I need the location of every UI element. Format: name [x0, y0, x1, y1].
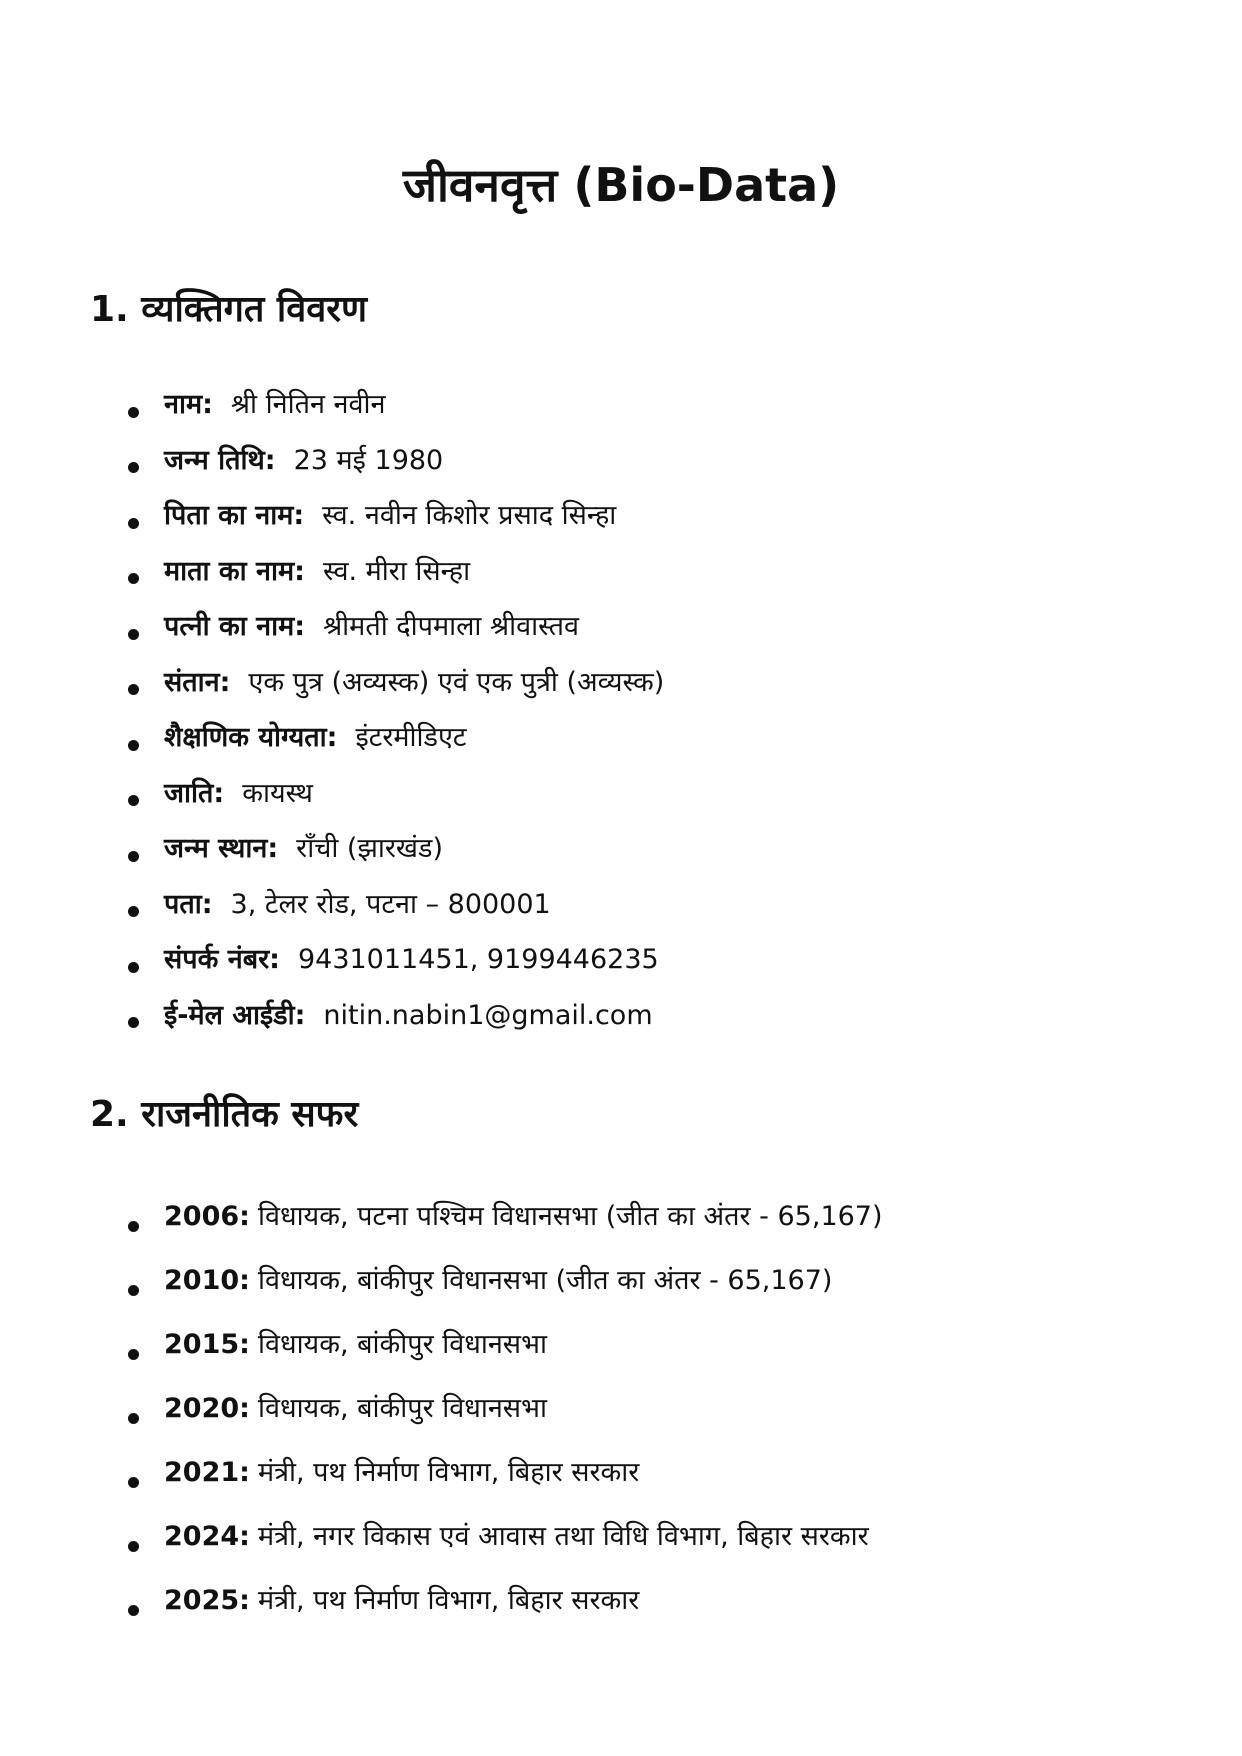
- bullet-icon: [128, 1285, 139, 1296]
- field-label: पिता का नाम:: [164, 500, 305, 531]
- bullet-icon: [128, 518, 139, 529]
- bullet-icon: [128, 962, 139, 973]
- field-label: संतान:: [164, 666, 231, 698]
- list-item-spouse: [128, 607, 1188, 663]
- list-item-contact: [128, 940, 1188, 996]
- page-title: जीवनवृत्त (Bio-Data): [402, 158, 840, 212]
- personal-details-list: [128, 385, 1188, 1051]
- list-item-2006: [128, 1195, 1188, 1259]
- field-label: जाति:: [164, 777, 225, 809]
- bullet-icon: [128, 629, 139, 640]
- career-entry: विधायक, बांकीपुर विधानसभा: [257, 1393, 548, 1424]
- field-label: ई-मेल आईडी:: [164, 999, 306, 1031]
- list-item-caste: [128, 774, 1188, 830]
- bullet-icon: [128, 1413, 139, 1424]
- bullet-icon: [128, 1221, 139, 1232]
- bullet-icon: [128, 740, 139, 751]
- year-label: 2015:: [164, 1329, 250, 1360]
- list-item-children: [128, 663, 1188, 719]
- field-label: शैक्षणिक योग्यता:: [164, 722, 338, 753]
- list-item-education: [128, 718, 1188, 774]
- field-value: 9431011451, 9199446235: [297, 944, 659, 975]
- list-item-2024: [128, 1515, 1188, 1579]
- bullet-icon: [128, 851, 139, 862]
- field-value: nitin.nabin1@gmail.com: [323, 999, 653, 1031]
- section-heading-political: 2. राजनीतिक सफर: [90, 1094, 359, 1135]
- bullet-icon: [128, 1349, 139, 1360]
- list-item-mother: [128, 552, 1188, 608]
- career-entry: मंत्री, पथ निर्माण विभाग, बिहार सरकार: [257, 1585, 640, 1616]
- bullet-icon: [128, 462, 139, 473]
- career-entry: मंत्री, पथ निर्माण विभाग, बिहार सरकार: [257, 1457, 640, 1488]
- bullet-icon: [128, 795, 139, 806]
- list-item-name: [128, 385, 1188, 441]
- career-entry: विधायक, पटना पश्चिम विधानसभा (जीत का अंतर - 65,167): [257, 1201, 883, 1232]
- list-item-2020: [128, 1387, 1188, 1451]
- list-item-2015: [128, 1323, 1188, 1387]
- year-label: 2025:: [164, 1585, 250, 1616]
- list-item-dob: [128, 441, 1188, 497]
- career-entry: मंत्री, नगर विकास एवं आवास तथा विधि विभाग, बिहार सरकार: [257, 1521, 869, 1552]
- field-label: पता:: [164, 888, 213, 920]
- field-value: राँची (झारखंड): [296, 833, 443, 864]
- section-heading-personal: 1. व्यक्तिगत विवरण: [90, 289, 368, 330]
- field-value: श्रीमती दीपमाला श्रीवास्तव: [323, 611, 579, 642]
- bullet-icon: [128, 573, 139, 584]
- year-label: 2020:: [164, 1393, 250, 1424]
- field-label: जन्म स्थान:: [164, 833, 279, 864]
- bullet-icon: [128, 1017, 139, 1028]
- year-label: 2021:: [164, 1457, 250, 1488]
- year-label: 2024:: [164, 1521, 250, 1552]
- field-value: कायस्थ: [242, 777, 313, 809]
- field-label: माता का नाम:: [164, 555, 305, 587]
- field-value: एक पुत्र (अव्यस्क) एवं एक पुत्री (अव्यस्क): [248, 666, 665, 698]
- field-value: स्व. नवीन किशोर प्रसाद सिन्हा: [322, 500, 617, 531]
- field-value: स्व. मीरा सिन्हा: [322, 555, 471, 587]
- field-value: 3, टेलर रोड, पटना – 800001: [230, 888, 551, 920]
- field-value: इंटरमीडिएट: [355, 722, 467, 753]
- bullet-icon: [128, 1605, 139, 1616]
- career-entry: विधायक, बांकीपुर विधानसभा (जीत का अंतर - 65,167): [257, 1265, 833, 1296]
- list-item-father: [128, 496, 1188, 552]
- bullet-icon: [128, 1541, 139, 1552]
- career-entry: विधायक, बांकीपुर विधानसभा: [257, 1329, 548, 1360]
- field-label: संपर्क नंबर:: [164, 944, 280, 975]
- year-label: 2010:: [164, 1265, 250, 1296]
- bullet-icon: [128, 684, 139, 695]
- political-career-list: [128, 1195, 1188, 1643]
- list-item-address: [128, 885, 1188, 941]
- field-value: श्री नितिन नवीन: [230, 389, 386, 420]
- list-item-2010: [128, 1259, 1188, 1323]
- field-label: जन्म तिथि:: [164, 444, 276, 476]
- field-label: नाम:: [164, 389, 213, 420]
- list-item-2025: [128, 1579, 1188, 1643]
- list-item-birthplace: [128, 829, 1188, 885]
- list-item-2021: [128, 1451, 1188, 1515]
- field-value: 23 मई 1980: [293, 444, 444, 476]
- list-item-email: [128, 996, 1188, 1052]
- bullet-icon: [128, 1477, 139, 1488]
- year-label: 2006:: [164, 1201, 250, 1232]
- field-label: पत्नी का नाम:: [164, 611, 306, 642]
- bullet-icon: [128, 906, 139, 917]
- bullet-icon: [128, 407, 139, 418]
